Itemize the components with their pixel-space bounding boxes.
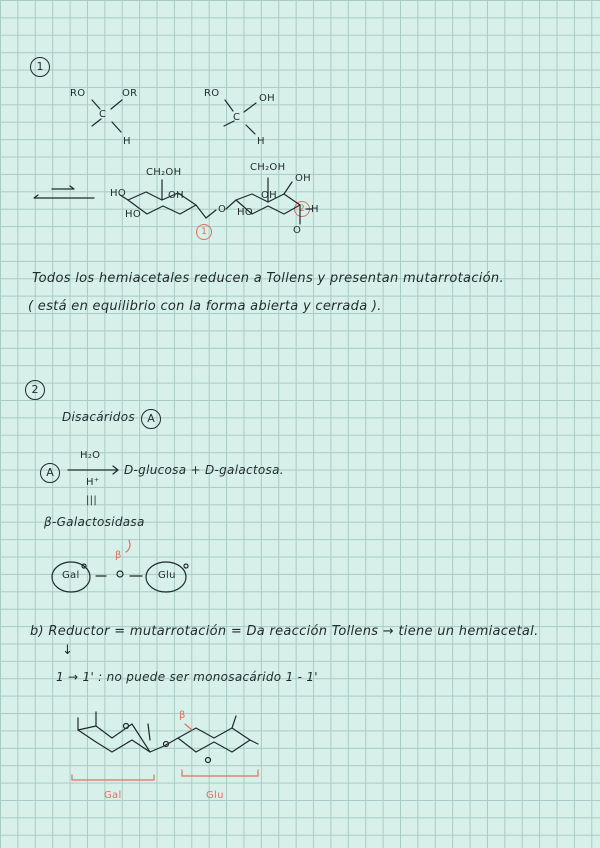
ring2-oh-inner-label: OH — [261, 190, 277, 201]
ring1-anomeric — [196, 205, 206, 218]
reaction-tag: A — [40, 463, 60, 483]
section-1-line-1: Todos los hemiacetales reducen a Tollens y presentan mutarrotación. — [32, 271, 504, 286]
right-bond-oh — [244, 103, 256, 112]
disacaridos-tag: A — [141, 409, 161, 429]
marker-2: 2 — [294, 201, 310, 217]
left-c-label: C — [99, 109, 107, 120]
beta-mark-2: β — [179, 710, 186, 721]
left-bond-wedge — [92, 119, 101, 126]
ring1-ho-bond — [120, 195, 128, 200]
beta-mark: β — [115, 550, 122, 561]
glu-circle-label: Glu — [158, 570, 176, 581]
ring2-ch2oh-label: CH₂OH — [250, 162, 286, 173]
ring1-ho-bottom-label: HO — [125, 209, 141, 220]
equilibrium-bottom — [34, 195, 94, 198]
products-text: D-glucosa + D-galactosa. — [124, 463, 284, 477]
equilibrium-top — [52, 186, 74, 189]
glycosidic-bond-1 — [206, 210, 216, 218]
reaction-arrow — [68, 466, 118, 474]
gal-circle — [52, 562, 90, 592]
reagent-h-plus: H⁺ — [86, 477, 100, 488]
right-bond-ro — [225, 100, 233, 111]
bottom-glu-sub1 — [232, 716, 236, 728]
marker-1: 1 — [196, 224, 212, 240]
right-ro-label: RO — [204, 88, 220, 99]
beta-arrow — [126, 540, 130, 552]
ring2-carbonyl-o-label: O — [293, 225, 302, 236]
glu-circle — [146, 562, 186, 592]
ring2-ho-label: HO — [237, 207, 253, 218]
bottom-gal-sub3 — [148, 724, 150, 740]
equivalence-mark: ||| — [86, 495, 98, 506]
down-arrow: ↓ — [62, 643, 74, 658]
gal-circle-label: Gal — [62, 570, 80, 581]
right-c-label: C — [233, 112, 241, 123]
right-h-label: H — [257, 136, 265, 147]
section-1-number: 1 — [30, 57, 50, 77]
ring1-oh-label: OH — [168, 190, 184, 201]
right-oh-label: OH — [259, 93, 275, 104]
bottom-gal-ring — [78, 724, 150, 752]
left-or-label: OR — [122, 88, 138, 99]
right-bond-h — [246, 125, 255, 134]
glu-bracket — [182, 770, 258, 776]
section-1-line-2: ( está en equilibrio con la forma abierta y cerrada ). — [28, 299, 382, 314]
left-ro-label: RO — [70, 88, 86, 99]
enzyme-label: β-Galactosidasa — [44, 515, 145, 529]
bottom-glu-sub2 — [250, 740, 258, 744]
left-bond-ro — [92, 100, 100, 109]
ring1-ch2oh-label: CH₂OH — [146, 167, 182, 178]
ring2-oh-bond — [284, 182, 292, 194]
ring2-oh-top-label: OH — [295, 173, 311, 184]
link-o-circle — [117, 571, 123, 577]
ring1-ho-top-label: HO — [110, 188, 126, 199]
section-2-line-c: 1 → 1' : no puede ser monosacárido 1 - 1' — [56, 670, 318, 684]
glycosidic-bond-2 — [226, 200, 236, 209]
left-h-label: H — [123, 136, 131, 147]
left-bond-h — [112, 122, 121, 132]
section-2-line-b: b) Reductor = mutarrotación = Da reacción Tollens → tiene un hemiacetal. — [30, 624, 539, 639]
disacaridos-heading: Disacáridos — [62, 410, 135, 424]
bottom-glu-label: Glu — [206, 790, 224, 801]
ring2-h-label: H — [311, 204, 319, 215]
bottom-gal-label: Gal — [104, 790, 122, 801]
bottom-beta-line — [185, 724, 192, 730]
reagent-h2o: H₂O — [80, 450, 101, 461]
section-2-number: 2 — [25, 380, 45, 400]
bottom-ring-o-2 — [206, 758, 211, 763]
right-bond-wedge — [224, 121, 234, 126]
bottom-glu-ring — [178, 728, 250, 752]
glycosidic-o-label: O — [218, 204, 227, 215]
left-bond-or — [111, 100, 122, 109]
gal-bracket — [72, 775, 154, 780]
